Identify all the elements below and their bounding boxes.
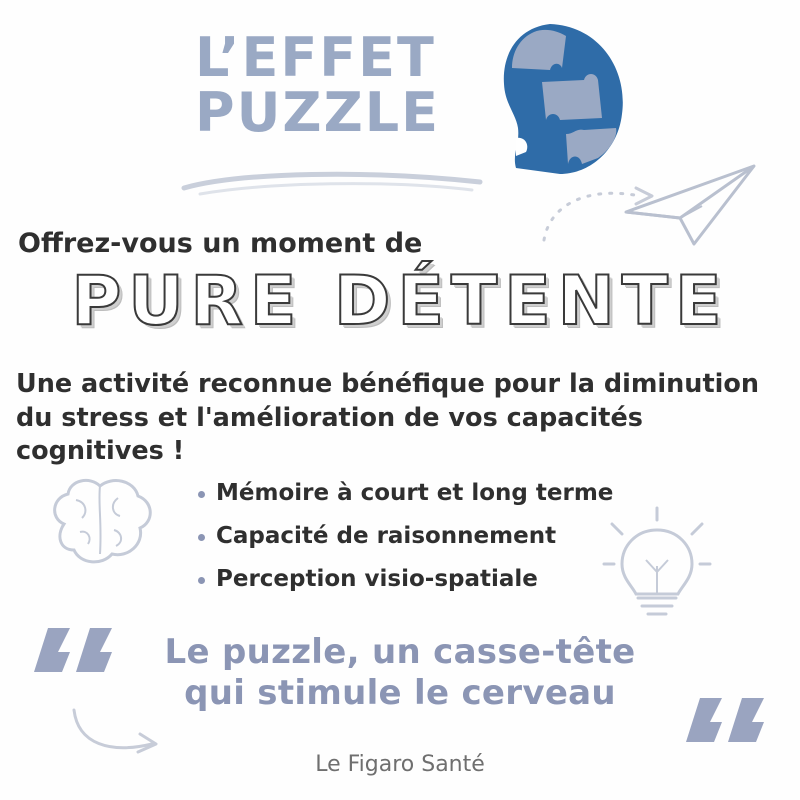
quotation-mark-icon: [678, 692, 774, 750]
list-item: Mémoire à court et long terme: [198, 482, 668, 505]
list-item: Perception visio-spatiale: [198, 568, 668, 591]
pull-quote: [130, 632, 670, 715]
brand-wordmark-line-1: L’EFFET: [195, 26, 436, 89]
brand-wordmark: [195, 26, 485, 145]
brand-wordmark-line-2: PUZZLE: [195, 81, 441, 145]
paper-plane-icon: [620, 160, 760, 250]
pull-quote-line-1: Le puzzle, un casse-tête: [164, 632, 636, 672]
benefits-list: [198, 482, 668, 611]
intro-paragraph: [16, 368, 784, 469]
headline-big-word: PURE DÉTENTE: [71, 262, 729, 341]
puzzle-head-icon: [490, 18, 635, 178]
headline-kicker: Offrez-vous un moment de: [18, 228, 423, 259]
intro-paragraph-line-1: Une activité reconnue bénéfique pour la diminution: [16, 369, 760, 399]
brain-icon: [42, 470, 162, 575]
quote-source: Le Figaro Santé: [315, 752, 485, 777]
lightbulb-icon: [602, 500, 712, 625]
list-item: Capacité de raisonnement: [198, 525, 668, 548]
pull-quote-line-2: qui stimule le cerveau: [184, 673, 616, 714]
intro-paragraph-line-2: du stress et l'amélioration de vos capacités cognitives !: [16, 402, 643, 467]
swoosh-underline-icon: [180, 168, 490, 198]
quotation-mark-icon: [26, 622, 122, 680]
headline-big-word-wrap: [8, 262, 792, 360]
brand-logo: [195, 18, 635, 173]
